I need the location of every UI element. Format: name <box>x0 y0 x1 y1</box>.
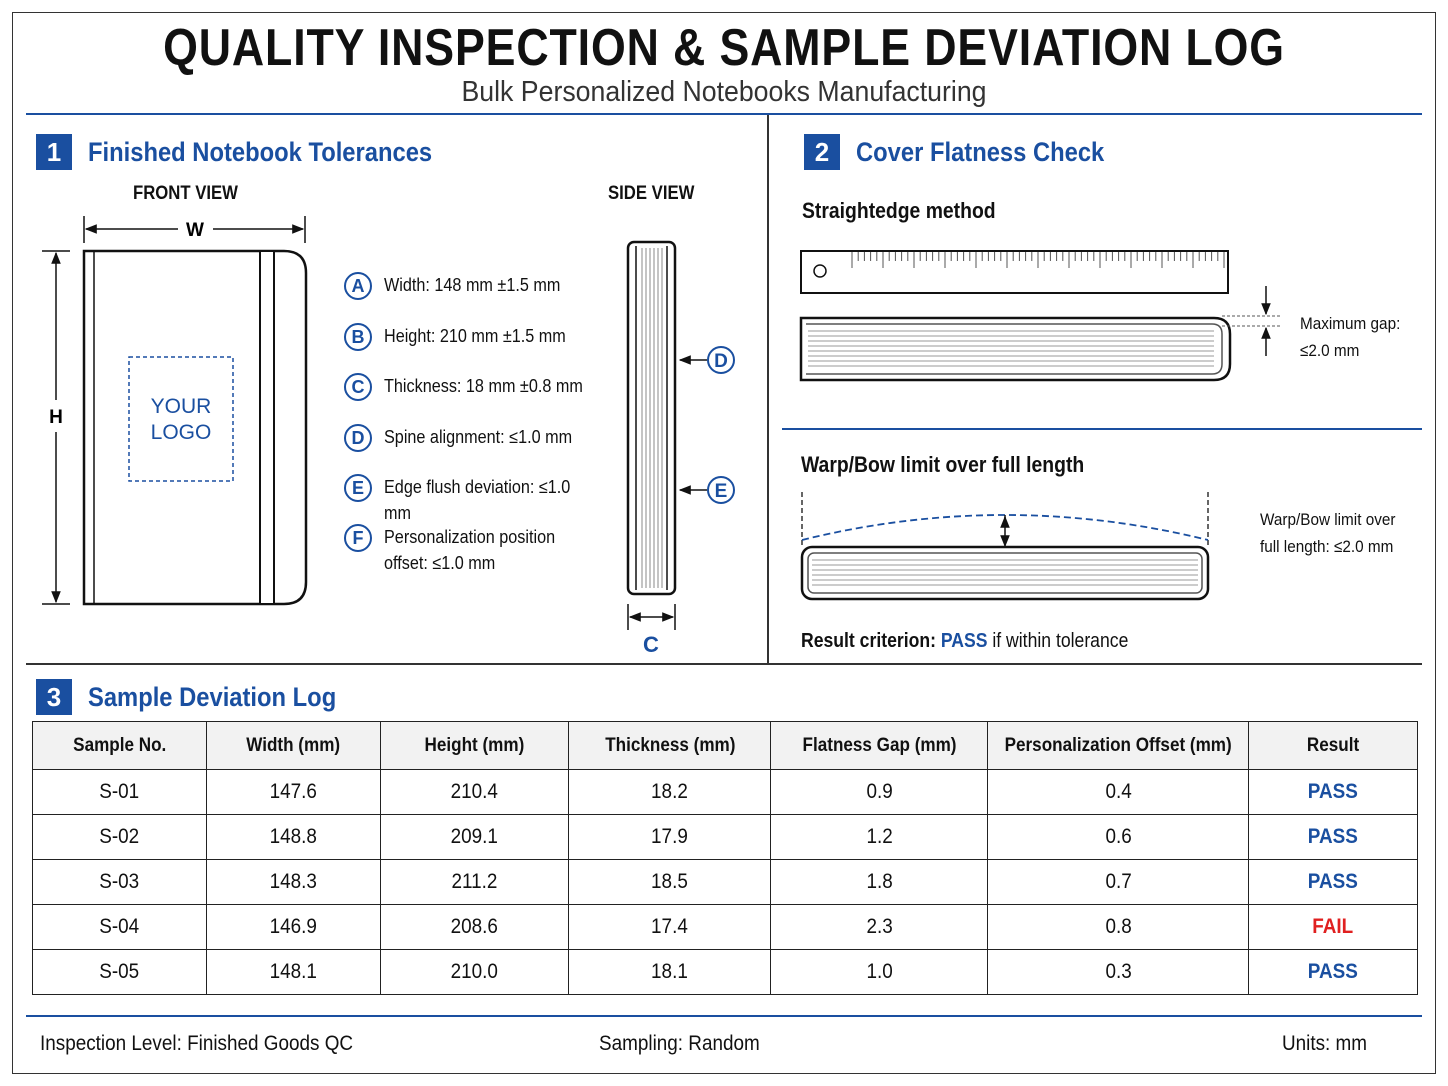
column-header: Sample No. <box>33 722 207 770</box>
tolerance-item <box>344 474 624 526</box>
cell-offset: 0.4 <box>988 770 1249 815</box>
section2-heading <box>804 134 1138 170</box>
cell-height: 208.6 <box>380 905 569 950</box>
cell-height: 210.4 <box>380 770 569 815</box>
tolerance-letter: A <box>344 272 372 300</box>
tolerance-text: Thickness: 18 mm ±0.8 mm <box>384 376 583 396</box>
cell-thickness: 18.5 <box>569 860 771 905</box>
cell-thickness: 17.4 <box>569 905 771 950</box>
cell-flatness: 1.0 <box>771 950 988 995</box>
tolerance-letter: D <box>344 424 372 452</box>
section3-heading <box>36 679 370 715</box>
height-dim-label: H <box>49 407 63 428</box>
footer-units: Units: mm <box>1282 1032 1368 1055</box>
column-header: Thickness (mm) <box>569 722 771 770</box>
column-header: Width (mm) <box>206 722 380 770</box>
table-row <box>33 770 1418 815</box>
criterion-suffix: if within tolerance <box>992 630 1129 652</box>
cell-height: 209.1 <box>380 815 569 860</box>
front-view-label: FRONT VIEW <box>133 183 238 204</box>
tolerance-letter: B <box>344 323 372 351</box>
cell-flatness: 1.8 <box>771 860 988 905</box>
cell-height: 211.2 <box>380 860 569 905</box>
straightedge-ruler <box>801 251 1228 293</box>
cell-offset: 0.6 <box>988 815 1249 860</box>
criterion-prefix: Result criterion: <box>801 630 936 652</box>
straightedge-heading: Straightedge method <box>802 198 996 223</box>
notebook-side-illustration <box>628 242 675 594</box>
cell-width: 148.3 <box>206 860 380 905</box>
page-subtitle: Bulk Personalized Notebooks Manufacturing <box>461 76 987 108</box>
cell-thickness: 18.1 <box>569 950 771 995</box>
cell-offset: 0.8 <box>988 905 1249 950</box>
cell-result: PASS <box>1249 815 1418 860</box>
tolerance-text: Height: 210 mm ±1.5 mm <box>384 326 566 346</box>
cell-sample: S-05 <box>33 950 207 995</box>
table-row <box>33 905 1418 950</box>
max-gap-note: Maximum gap: ≤2.0 mm <box>1300 314 1401 360</box>
notebook-on-flat-surface <box>801 318 1230 380</box>
marker-e-label: E <box>714 481 728 502</box>
tolerance-letter: F <box>344 524 372 552</box>
cell-offset: 0.7 <box>988 860 1249 905</box>
tolerance-item <box>344 272 580 300</box>
section2-title: Cover Flatness Check <box>856 136 1105 167</box>
marker-e <box>680 477 734 503</box>
marker-d-label: D <box>714 351 728 372</box>
warp-heading: Warp/Bow limit over full length <box>801 452 1085 477</box>
column-header: Height (mm) <box>380 722 569 770</box>
footer-sampling: Sampling: Random <box>599 1032 760 1055</box>
thickness-dimension <box>628 604 675 657</box>
cell-width: 148.1 <box>206 950 380 995</box>
cell-thickness: 18.2 <box>569 770 771 815</box>
cell-result: PASS <box>1249 950 1418 995</box>
tolerance-item <box>344 373 605 401</box>
footer-rule <box>26 1015 1422 1017</box>
tolerance-text: Personalization position offset: ≤1.0 mm <box>384 527 556 573</box>
section1-number: 1 <box>36 134 72 170</box>
cell-width: 146.9 <box>206 905 380 950</box>
column-header: Personalization Offset (mm) <box>988 722 1249 770</box>
cell-result: PASS <box>1249 860 1418 905</box>
cell-flatness: 0.9 <box>771 770 988 815</box>
sample-deviation-table <box>32 721 1418 995</box>
tolerance-text: Edge flush deviation: ≤1.0 mm <box>384 477 571 523</box>
cell-width: 147.6 <box>206 770 380 815</box>
cell-height: 210.0 <box>380 950 569 995</box>
cell-width: 148.8 <box>206 815 380 860</box>
tolerance-item <box>344 424 593 452</box>
table-row <box>33 950 1418 995</box>
section3-number: 3 <box>36 679 72 715</box>
warp-note: Warp/Bow limit over full length: ≤2.0 mm <box>1260 510 1396 556</box>
width-dim-label: W <box>186 220 204 241</box>
cell-result: PASS <box>1249 770 1418 815</box>
table-header-row <box>33 722 1418 770</box>
tolerance-letter: E <box>344 474 372 502</box>
cell-flatness: 1.2 <box>771 815 988 860</box>
cell-sample: S-02 <box>33 815 207 860</box>
table-row <box>33 815 1418 860</box>
result-criterion <box>801 630 1128 653</box>
cell-sample: S-01 <box>33 770 207 815</box>
cell-result: FAIL <box>1249 905 1418 950</box>
width-dimension <box>84 216 305 243</box>
cell-sample: S-04 <box>33 905 207 950</box>
cell-flatness: 2.3 <box>771 905 988 950</box>
column-header: Flatness Gap (mm) <box>771 722 988 770</box>
criterion-pass: PASS <box>940 630 988 652</box>
tolerance-item <box>344 524 574 576</box>
page-title: QUALITY INSPECTION & SAMPLE DEVIATION LOG <box>163 19 1285 77</box>
table-row <box>33 860 1418 905</box>
height-dimension <box>42 251 70 604</box>
side-view-label: SIDE VIEW <box>608 183 695 204</box>
tolerance-text: Width: 148 mm ±1.5 mm <box>384 275 561 295</box>
logo-line1: YOUR <box>150 395 212 418</box>
tolerance-text: Spine alignment: ≤1.0 mm <box>384 427 573 447</box>
column-header: Result <box>1249 722 1418 770</box>
footer-inspection-level: Inspection Level: Finished Goods QC <box>40 1032 354 1055</box>
section2-number: 2 <box>804 134 840 170</box>
cell-sample: S-03 <box>33 860 207 905</box>
marker-d <box>680 347 734 373</box>
thickness-dim-label: C <box>643 632 659 657</box>
section1-title: Finished Notebook Tolerances <box>88 136 433 167</box>
section3-title: Sample Deviation Log <box>88 681 337 712</box>
cell-offset: 0.3 <box>988 950 1249 995</box>
notebook-front-illustration <box>84 251 306 604</box>
logo-line2: LOGO <box>150 421 212 444</box>
cell-thickness: 17.9 <box>569 815 771 860</box>
tolerance-item <box>344 323 586 351</box>
tolerance-letter: C <box>344 373 372 401</box>
warp-bow-illustration <box>802 492 1208 599</box>
